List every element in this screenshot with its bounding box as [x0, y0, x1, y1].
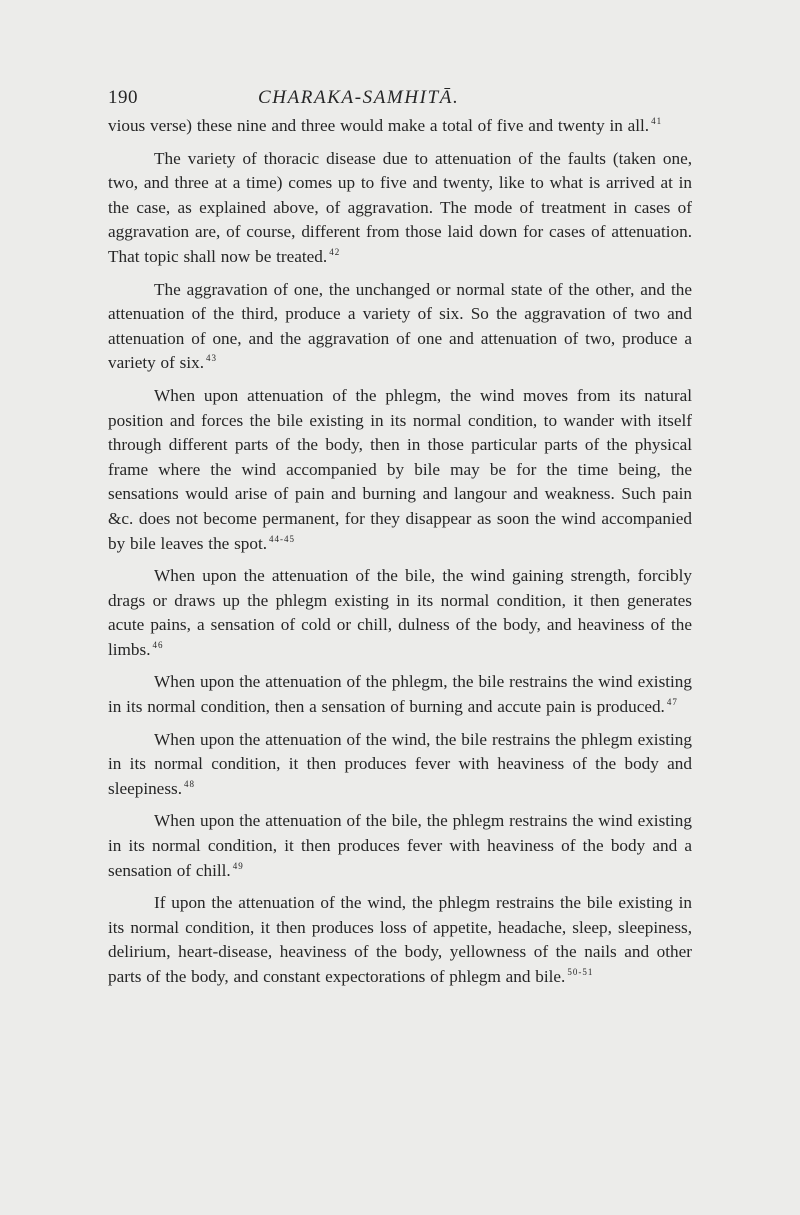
paragraph-text: When upon attenuation of the phlegm, the wind moves from its natural position and forces the bile existing in its normal condition, to wander with itself through different parts of the body, then in those particular parts of the physical frame where the wind accompanied by bile may be for the time being, the sensations would arise of pain and burning and langour and weakness. Such pain &c. does not become permanent, for they disappear as soon the wind accompanied by bile leaves the spot. [108, 385, 692, 553]
paragraph-6 [108, 670, 692, 719]
paragraph-1 [108, 114, 692, 139]
paragraph-5 [108, 564, 692, 662]
paragraph-4 [108, 384, 692, 556]
footnote-marker: 42 [329, 246, 341, 257]
paragraph-text: The aggravation of one, the unchanged or normal state of the other, and the attenuation of the third, produce a variety of six. So the aggravation of two and attenuation of one, and the aggravation of one and attenuation of two, produce a variety of six. [108, 279, 692, 373]
footnote-marker: 50-51 [567, 967, 594, 977]
page-number: 190 [108, 87, 138, 108]
footnote-marker: 47 [666, 697, 678, 708]
paragraph-text: vious verse) these nine and three would make a total of five and twenty in all. [108, 116, 650, 135]
footnote-marker: 43 [206, 353, 217, 364]
paragraph-text: When upon the attenuation of the bile, the phlegm restrains the wind existing in its normal condition, it then produces fever with heaviness of the body and a sensation of chill. [108, 811, 692, 880]
paragraph-text: When upon the attenuation of the phlegm, the bile restrains the wind existing in its normal condition, then a sensation of burning and accute pain is produced. [108, 672, 692, 717]
paragraph-text: When upon the attenuation of the wind, the bile restrains the phlegm existing in its normal condition, it then produces fever with heaviness of the body and sleepiness. [108, 729, 692, 798]
paragraph-text: The variety of thoracic disease due to attenuation of the faults (taken one, two, and three at a time) comes up to five and twenty, like to what is arrived at in the case, as explained above, of aggravation. The mode of treatment in cases of aggravation are, of course, different from those laid down for cases of attenuation. That topic shall now be treated. [108, 148, 692, 266]
paragraph-text: When upon the attenuation of the bile, the wind gaining strength, forcibly drags or draws up the phlegm existing in its normal condition, it then generates acute pains, a sensation of cold or chill, dulness of the body, and heaviness of the limbs. [108, 566, 692, 659]
footnote-marker: 41 [651, 116, 663, 126]
paragraph-9 [108, 891, 692, 989]
paragraph-7 [108, 728, 692, 802]
running-title: CHARAKA-SAMHITĀ. [258, 87, 460, 108]
paragraph-text: If upon the attenuation of the wind, the phlegm restrains the bile existing in its normal condition, it then produces loss of appetite, headache, sleep, sleepiness, delirium, heart-disease, heaviness of the body, yellowness of the nails and other parts of the body, and constant expectorations of phlegm and bile. [108, 893, 692, 986]
paragraph-3 [108, 278, 692, 376]
footnote-marker: 46 [152, 639, 164, 650]
footnote-marker: 48 [184, 778, 195, 789]
footnote-marker: 44-45 [269, 533, 296, 544]
paragraph-2 [108, 147, 692, 270]
paragraph-8 [108, 809, 692, 883]
book-page [108, 86, 692, 998]
page-header [108, 86, 692, 110]
footnote-marker: 49 [232, 860, 244, 871]
